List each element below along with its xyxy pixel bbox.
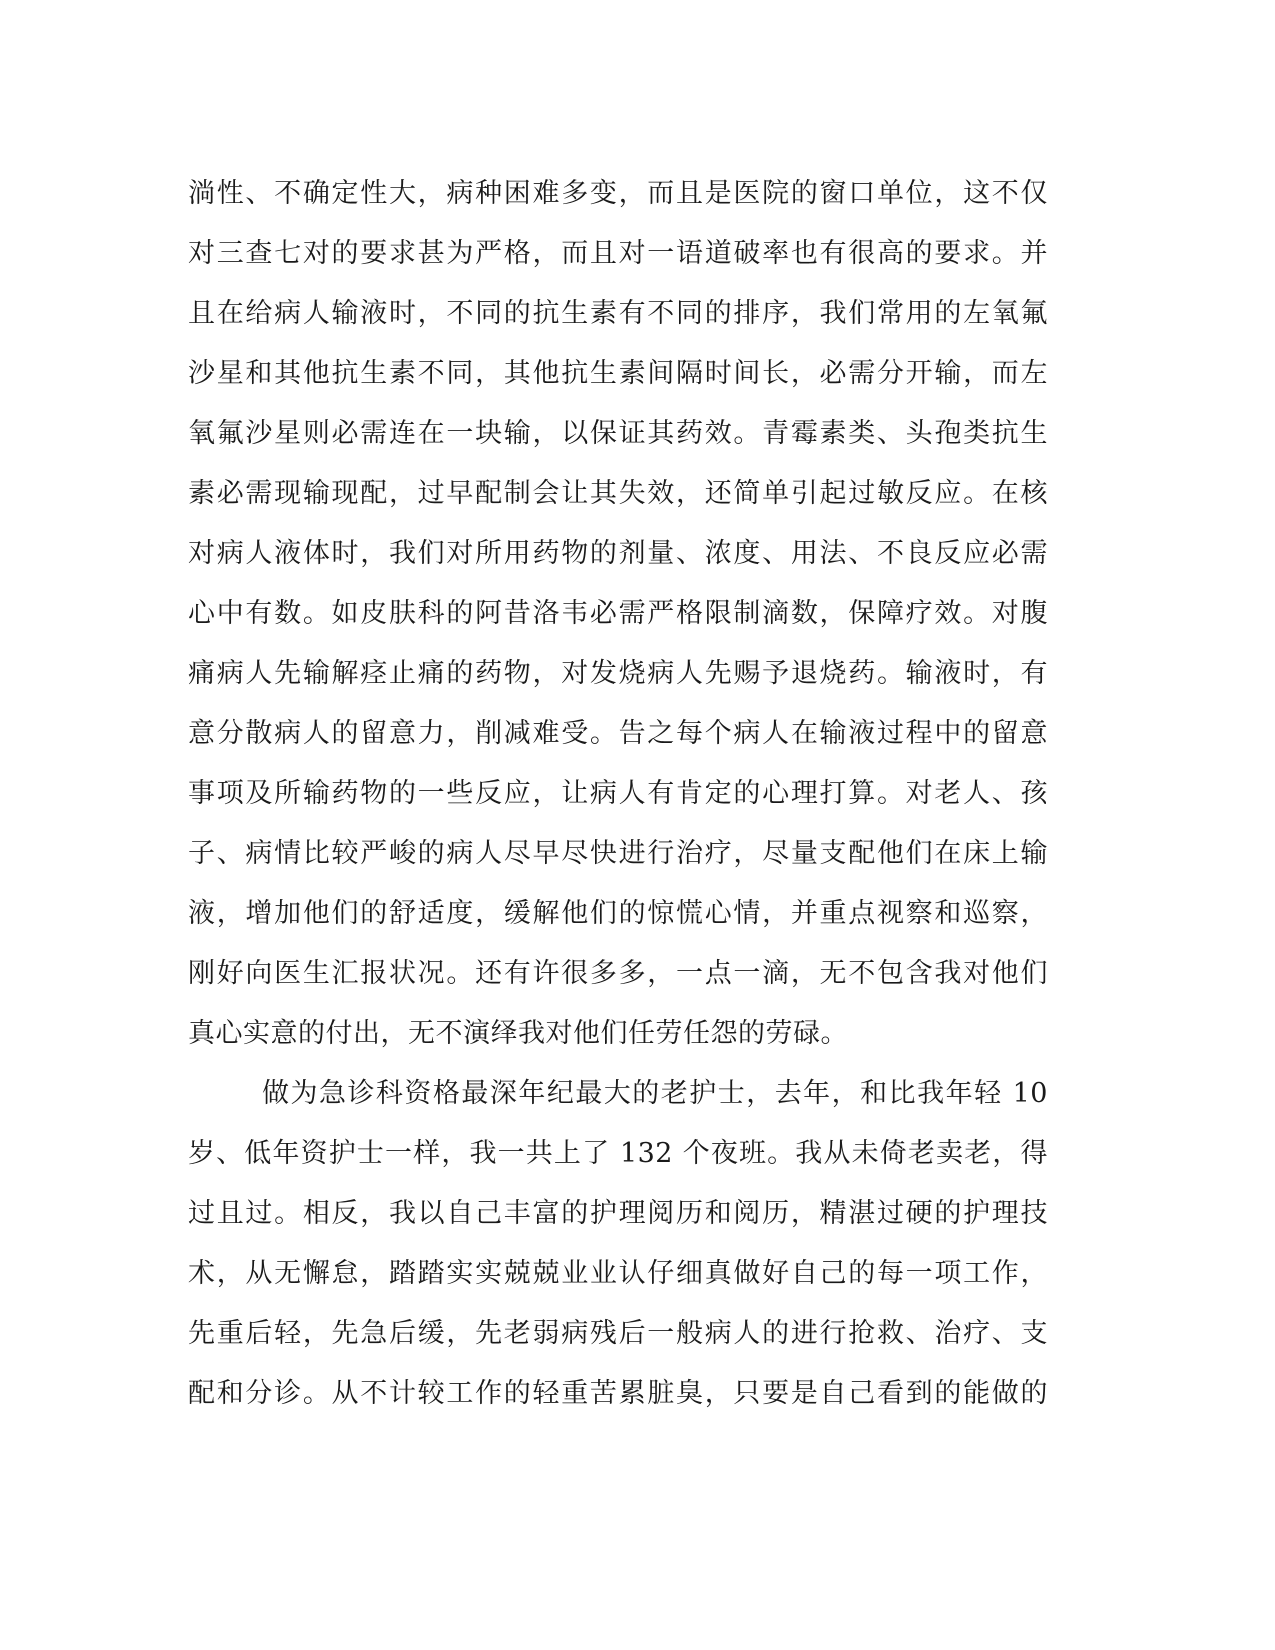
body-text xyxy=(188,164,1048,1424)
text-line: 先重后轻，先急后缓，先老弱病残后一般病人的进行抢救、治疗、支 xyxy=(188,1318,1048,1349)
text-line: 配和分诊。从不计较工作的轻重苦累脏臭，只要是自己看到的能做的 xyxy=(188,1378,1048,1409)
paragraph-end-line: 真心实意的付出，无不演绎我对他们任劳任怨的劳碌。 xyxy=(188,1018,848,1049)
text-line: 意分散病人的留意力，削减难受。告之每个病人在输液过程中的留意 xyxy=(188,718,1048,749)
text-line: 沙星和其他抗生素不同，其他抗生素间隔时间长，必需分开输，而左 xyxy=(188,358,1048,389)
text-line: 心中有数。如皮肤科的阿昔洛韦必需严格限制滴数，保障疗效。对腹 xyxy=(188,598,1048,629)
text-line: 淌性、不确定性大，病种困难多变，而且是医院的窗口单位，这不仅 xyxy=(188,178,1048,209)
text-line: 液，增加他们的舒适度，缓解他们的惊慌心情，并重点视察和巡察， xyxy=(188,898,1048,929)
text-line: 过且过。相反，我以自己丰富的护理阅历和阅历，精湛过硬的护理技 xyxy=(188,1198,1048,1229)
text-line: 氧氟沙星则必需连在一块输，以保证其药效。青霉素类、头孢类抗生 xyxy=(188,418,1048,449)
text-line: 岁、低年资护士一样，我一共上了 132 个夜班。我从未倚老卖老，得 xyxy=(188,1138,1048,1169)
text-line: 子、病情比较严峻的病人尽早尽快进行治疗，尽量支配他们在床上输 xyxy=(188,838,1048,869)
text-line: 对病人液体时，我们对所用药物的剂量、浓度、用法、不良反应必需 xyxy=(188,538,1048,569)
text-line: 对三查七对的要求甚为严格，而且对一语道破率也有很高的要求。并 xyxy=(188,238,1048,269)
text-line: 刚好向医生汇报状况。还有许很多多，一点一滴，无不包含我对他们 xyxy=(188,958,1048,989)
paragraph-start-line: 做为急诊科资格最深年纪最大的老护士，去年，和比我年轻 10 xyxy=(262,1078,1048,1109)
text-line: 素必需现输现配，过早配制会让其失效，还简单引起过敏反应。在核 xyxy=(188,478,1048,509)
text-line: 痛病人先输解痉止痛的药物，对发烧病人先赐予退烧药。输液时，有 xyxy=(188,658,1048,689)
text-line: 且在给病人输液时，不同的抗生素有不同的排序，我们常用的左氧氟 xyxy=(188,298,1048,329)
text-line: 事项及所输药物的一些反应，让病人有肯定的心理打算。对老人、孩 xyxy=(188,778,1048,809)
text-line: 术，从无懈怠，踏踏实实兢兢业业认仔细真做好自己的每一项工作， xyxy=(188,1258,1048,1289)
